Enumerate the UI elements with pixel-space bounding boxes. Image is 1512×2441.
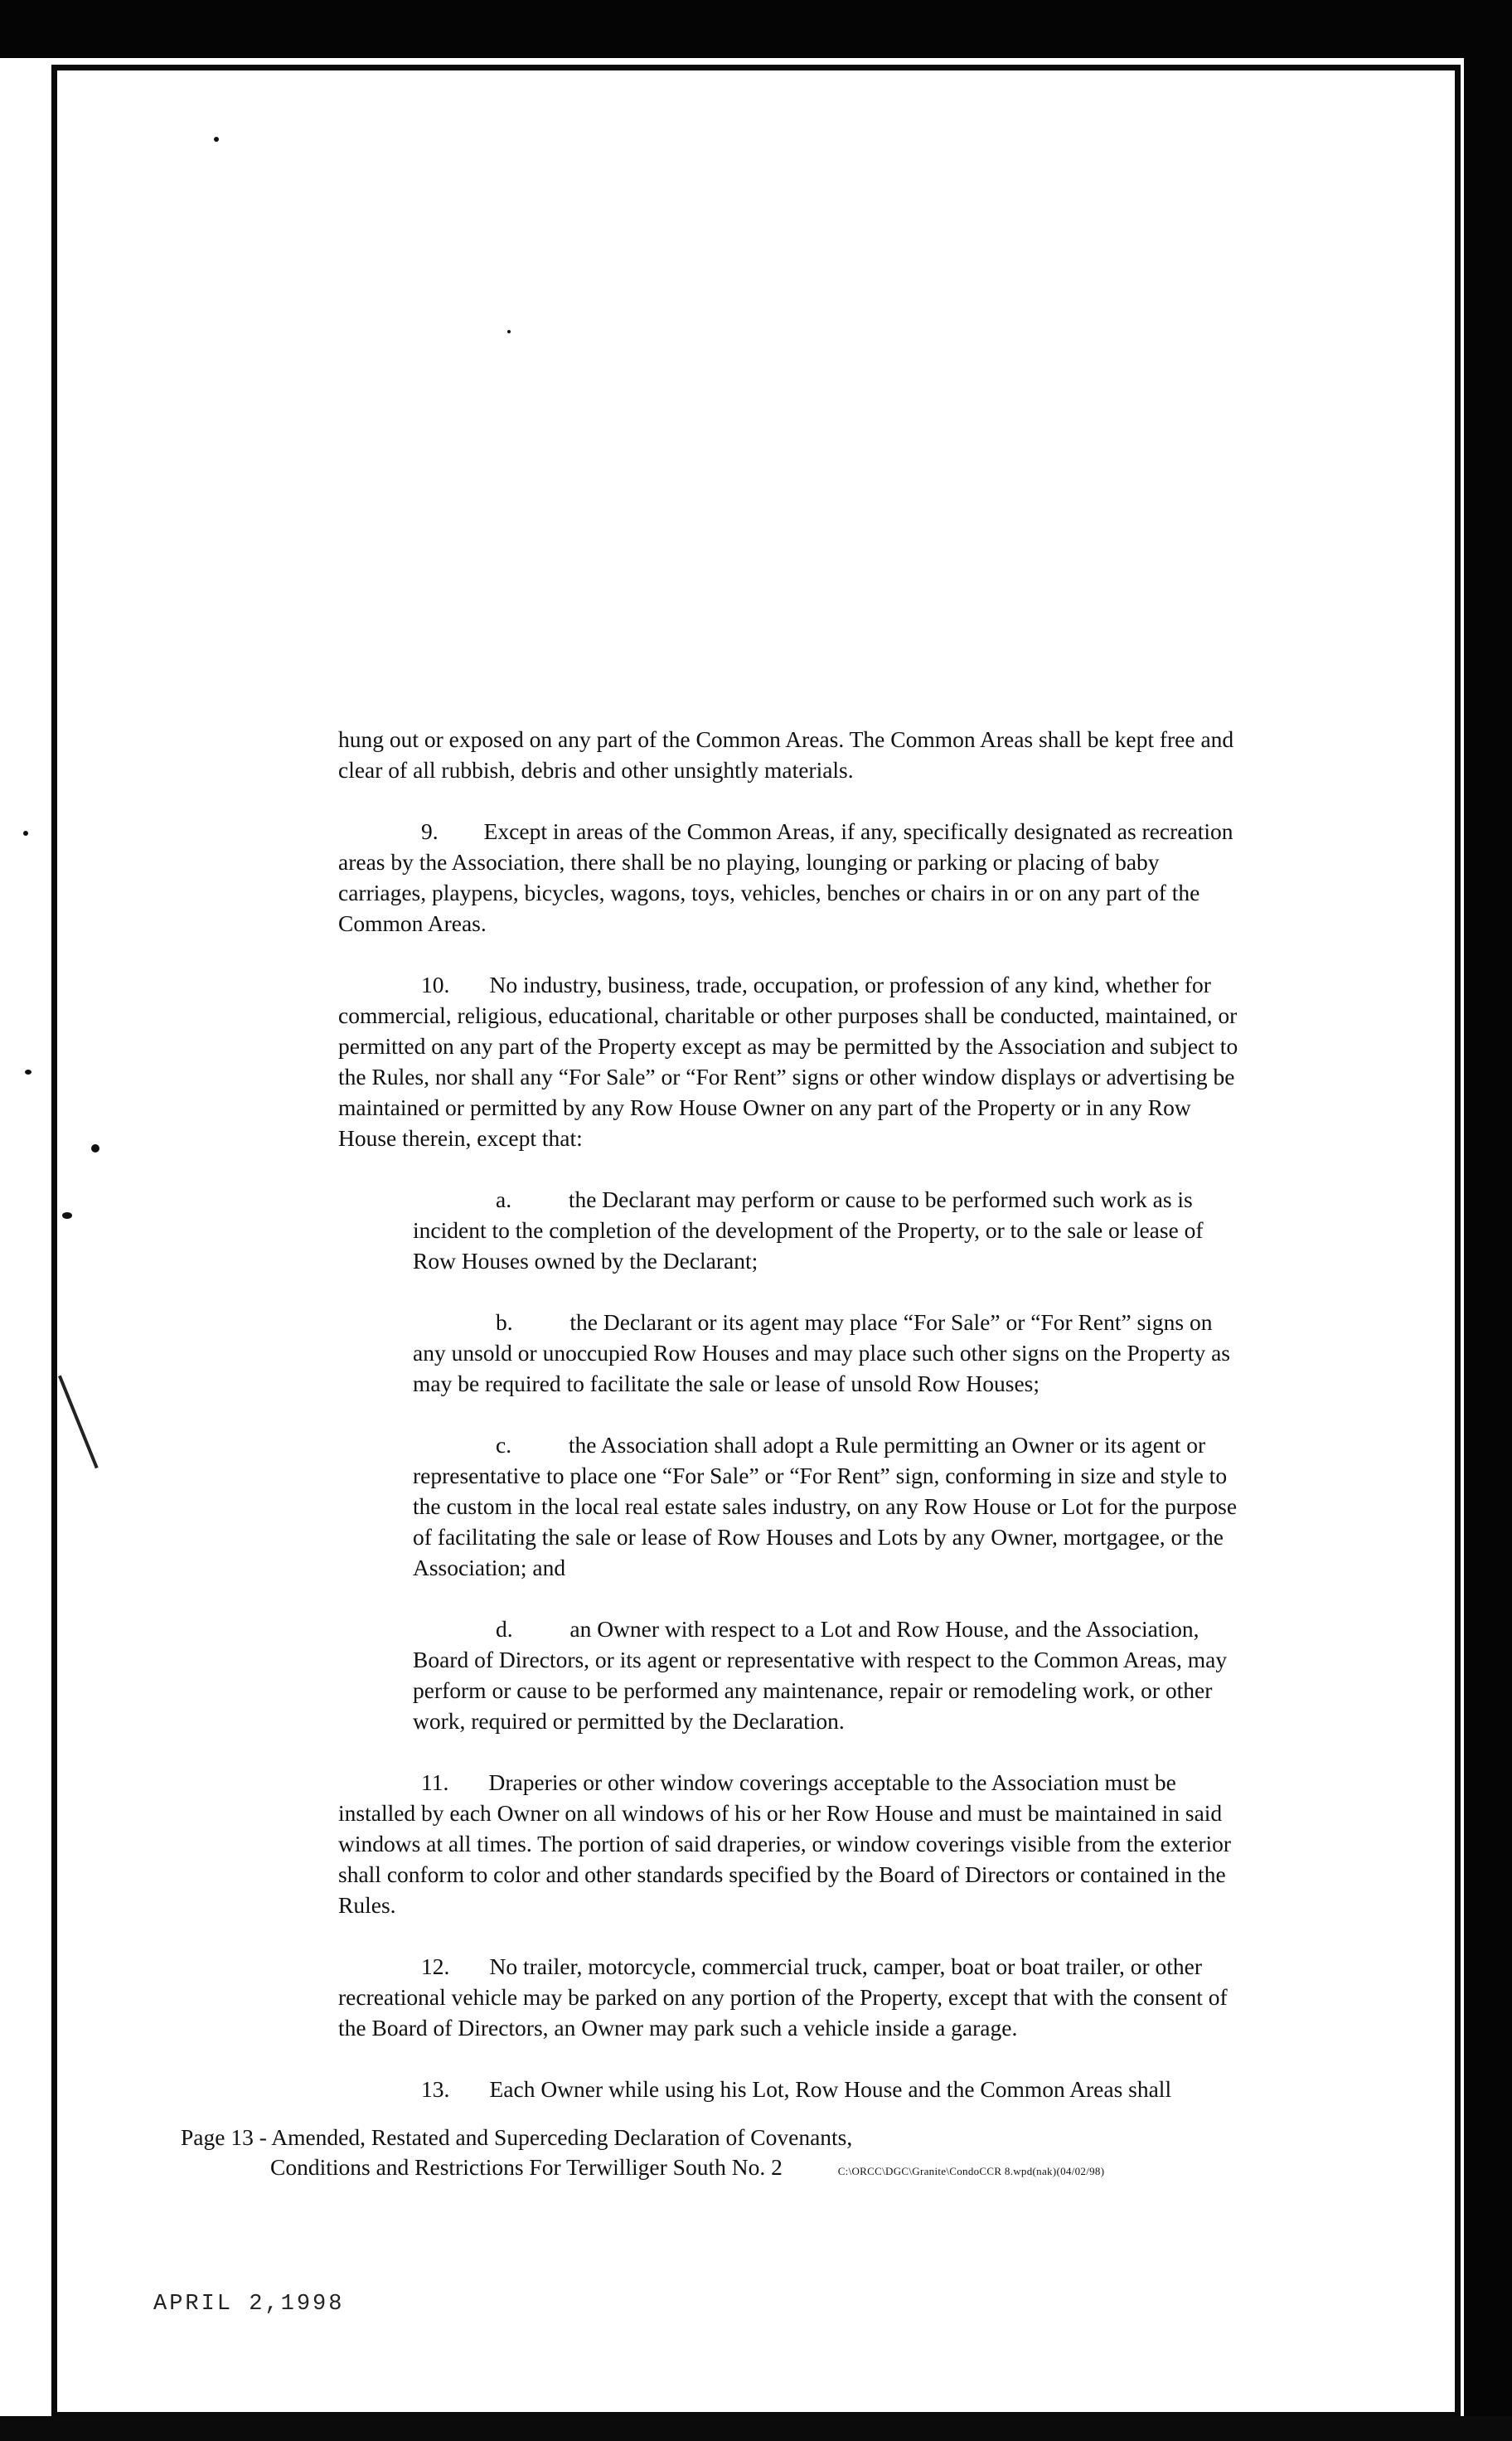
subparagraph-b: b. the Declarant or its agent may place “For Sale” or “For Rent” signs on any unsold or unoccupied Row Houses and may place such other signs on the Property as may be required to facilitate the sale or lease of unsold Row Houses;: [413, 1309, 1230, 1396]
scan-speck: [25, 1070, 32, 1075]
scan-speck: [507, 330, 511, 333]
document-body: [338, 724, 1250, 2104]
paragraph-13: 13. Each Owner while using his Lot, Row House and the Common Areas shall: [421, 2076, 1172, 2102]
footer-title: Conditions and Restrictions For Terwilliger South No. 2: [270, 2154, 783, 2180]
scan-speck: [214, 137, 219, 142]
scan-right-border: [1464, 50, 1512, 2441]
file-path: C:\ORCC\DGC\Granite\CondoCCR 8.wpd(nak)(04/02/98): [837, 2165, 1105, 2177]
subparagraph-a: a. the Declarant may perform or cause to be performed such work as is incident to the completion of the development of the Property, or to the sale or lease of Row Houses owned by the Declarant;: [413, 1187, 1204, 1274]
subparagraph-c: c. the Association shall adopt a Rule permitting an Owner or its agent or representative to place one “For Sale” or “For Rent” sign, conforming in size and style to the custom in the local real estate sales industry, on any Row House or Lot for the purpose of facilitating the sale or lease of Row Houses and Lots by any Owner, mortgagee, or the Association; and: [413, 1432, 1238, 1580]
scan-speck: [23, 831, 28, 836]
scan-speck: [62, 1212, 72, 1219]
footer-line-1: Page 13 - Amended, Restated and Superceding Declaration of Covenants,: [181, 2124, 853, 2150]
paragraph-10: 10. No industry, business, trade, occupation, or profession of any kind, whether for commercial, religious, educational, charitable or other purposes shall be conducted, maintained, or permitted on any part of the Property except as may be permitted by the Association and subject to the Rules, nor shall any “For Sale” or “For Rent” signs or other window displays or advertising be maintained or permitted by any Row House Owner on any part of the Property or in any Row House therein, except that:: [338, 972, 1238, 1151]
paragraph-continuation: hung out or exposed on any part of the Common Areas. The Common Areas shall be kept free and clear of all rubbish, debris and other unsightly materials.: [338, 726, 1234, 783]
date-stamp: APRIL 2,1998: [153, 2292, 345, 2317]
subparagraph-d: d. an Owner with respect to a Lot and Row House, and the Association, Board of Directors, or its agent or representative with respect to the Common Areas, may perform or cause to be performed any maintenance, repair or remodeling work, or other work, required or permitted by the Declaration.: [413, 1616, 1228, 1734]
scan-speck: [91, 1144, 99, 1153]
paragraph-12: 12. No trailer, motorcycle, commercial truck, camper, boat or boat trailer, or other recreational vehicle may be parked on any portion of the Property, except that with the consent of the Board of Directors, an Owner may park such a vehicle inside a garage.: [338, 1953, 1228, 2041]
page-footer: [181, 2123, 1341, 2186]
paragraph-11: 11. Draperies or other window coverings acceptable to the Association must be installed by each Owner on all windows of his or her Row House and must be maintained in said windows at all times. The portion of said draperies, or window coverings visible from the exterior shall conform to color and other standards specified by the Board of Directors or contained in the Rules.: [338, 1769, 1232, 1918]
footer-line-2: [181, 2152, 1341, 2186]
paragraph-9: 9. Except in areas of the Common Areas, if any, specifically designated as recreation areas by the Association, there shall be no playing, lounging or parking or placing of baby carriages, playpens, bicycles, wagons, toys, vehicles, benches or chairs in or on any part of the Common Areas.: [338, 818, 1233, 936]
scan-top-border: [0, 0, 1512, 58]
scan-bottom-border: [0, 2416, 1512, 2441]
